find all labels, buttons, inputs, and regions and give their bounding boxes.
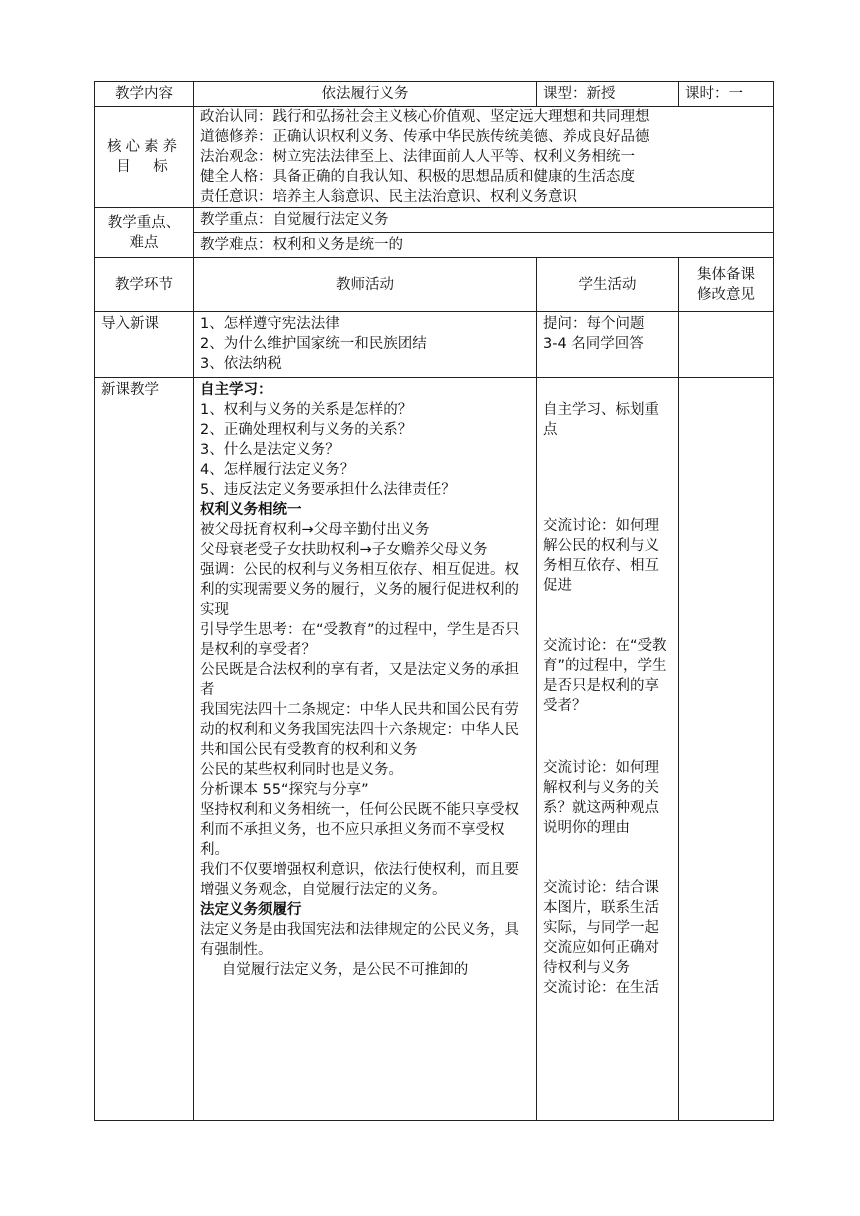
competency-row [95, 107, 774, 208]
teaching-focus: 教学重点：自觉履行法定义务 [194, 208, 774, 233]
lesson-type: 课型：新授 [537, 82, 679, 107]
column-header-row [95, 258, 774, 312]
competency-label-line2: 目 标 [116, 159, 172, 175]
list-item: 3、什么是法定义务？ [200, 442, 340, 458]
paragraph: 公民既是合法权利的享有者，又是法定义务的承担者 [200, 662, 519, 698]
list-item: 交流讨论：结合课本图片，联系生活实际，与同学一起交流应如何正确对待权利与义务 [543, 880, 659, 976]
section-title: 权利义务相统一 [200, 502, 302, 518]
newlesson-stage: 新课教学 [95, 378, 194, 1121]
competency-label-line1: 核心素养 [107, 139, 181, 155]
list-item: 交流讨论：在生活 [543, 980, 659, 996]
paragraph: 分析课本 55“探究与分享” [200, 782, 369, 798]
newlesson-student [537, 378, 679, 1121]
list-item: 2、为什么维护国家统一和民族团结 [200, 336, 427, 352]
newlesson-teacher [194, 378, 537, 1121]
teaching-difficulty: 教学难点：权利和义务是统一的 [194, 233, 774, 258]
intro-row [95, 312, 774, 378]
lesson-period: 课时：一 [679, 82, 774, 107]
keypoints-label-line2: 难点 [129, 234, 159, 251]
newlesson-notes [679, 378, 774, 1121]
competency-label [95, 107, 194, 208]
paragraph: 法定义务是由我国宪法和法律规定的公民义务，具有强制性。 [200, 922, 519, 958]
lesson-plan-table [94, 81, 774, 1121]
intro-student [537, 312, 679, 378]
paragraph: 强调：公民的权利与义务相互依存、相互促进。权利的实现需要义务的履行，义务的履行促进权利的实现 [200, 562, 519, 618]
list-item: 4、怎样履行法定义务？ [200, 462, 355, 478]
list-item: 自主学习、标划重点 [543, 402, 659, 438]
col-notes [679, 258, 774, 312]
list-item: 3-4 名同学回答 [543, 336, 644, 352]
list-item: 5、违反法定义务要承担什么法律责任？ [200, 482, 456, 498]
paragraph: 我们不仅要增强权利意识，依法行使权利，而且要增强义务观念，自觉履行法定的义务。 [200, 862, 519, 898]
goal-responsibility: 责任意识：培养主人翁意识、民主法治意识、权利义务意识 [200, 189, 577, 205]
col-notes-line1: 集体备课 [697, 266, 755, 283]
paragraph: 我国宪法四十二条规定：中华人民共和国公民有劳动的权利和义务我国宪法四十六条规定：中华人民共和国公民有受教育的权利和义务 [200, 702, 519, 758]
list-item: 交流讨论：如何理解公民的权利与义务相互依存、相互促进 [543, 518, 659, 594]
intro-stage: 导入新课 [95, 312, 194, 378]
content-value: 依法履行义务 [194, 82, 537, 107]
paragraph: 被父母抚育权利→父母辛勤付出义务 [200, 522, 430, 538]
col-notes-line2: 修改意见 [697, 286, 755, 303]
section-title: 法定义务须履行 [200, 902, 302, 918]
list-item: 交流讨论：在“受教育”的过程中，学生是否只是权利的享受者？ [543, 638, 667, 714]
intro-teacher [194, 312, 537, 378]
list-item: 1、怎样遵守宪法法律 [200, 316, 340, 332]
paragraph: 公民的某些权利同时也是义务。 [200, 762, 403, 778]
paragraph: 坚持权利和义务相统一，任何公民既不能只享受权利而不承担义务，也不应只承担义务而不享受权利。 [200, 802, 519, 858]
content-label: 教学内容 [95, 82, 194, 107]
keypoints-label [95, 208, 194, 258]
list-item: 提问：每个问题 [543, 316, 645, 332]
goal-political: 政治认同：践行和弘扬社会主义核心价值观、坚定远大理想和共同理想 [200, 109, 650, 125]
keypoints-label-line1: 教学重点、 [107, 214, 181, 231]
col-teacher: 教师活动 [194, 258, 537, 312]
col-student: 学生活动 [537, 258, 679, 312]
focus-row [95, 208, 774, 233]
self-study-title: 自主学习： [200, 382, 273, 398]
competency-goals [194, 107, 774, 208]
newlesson-row [95, 378, 774, 1121]
list-item: 1、权利与义务的关系是怎样的？ [200, 402, 413, 418]
header-row [95, 82, 774, 107]
goal-law: 法治观念：树立宪法法律至上、法律面前人人平等、权利义务相统一 [200, 149, 635, 165]
list-item: 2、正确处理权利与义务的关系？ [200, 422, 413, 438]
goal-personality: 健全人格：具备正确的自我认知、积极的思想品质和健康的生活态度 [200, 169, 635, 185]
list-item: 交流讨论：如何理解权利与义务的关系？就这两种观点说明你的理由 [543, 760, 659, 836]
col-stage: 教学环节 [95, 258, 194, 312]
list-item: 3、依法纳税 [200, 356, 282, 372]
goal-moral: 道德修养：正确认识权利义务、传承中华民族传统美德、养成良好品德 [200, 129, 650, 145]
intro-notes [679, 312, 774, 378]
paragraph: 父母衰老受子女扶助权利→子女赡养父母义务 [200, 542, 488, 558]
paragraph: 引导学生思考：在“受教育”的过程中，学生是否只是权利的享受者？ [200, 622, 520, 658]
paragraph: 自觉履行法定义务，是公民不可推卸的 [221, 962, 469, 978]
difficulty-row [95, 233, 774, 258]
